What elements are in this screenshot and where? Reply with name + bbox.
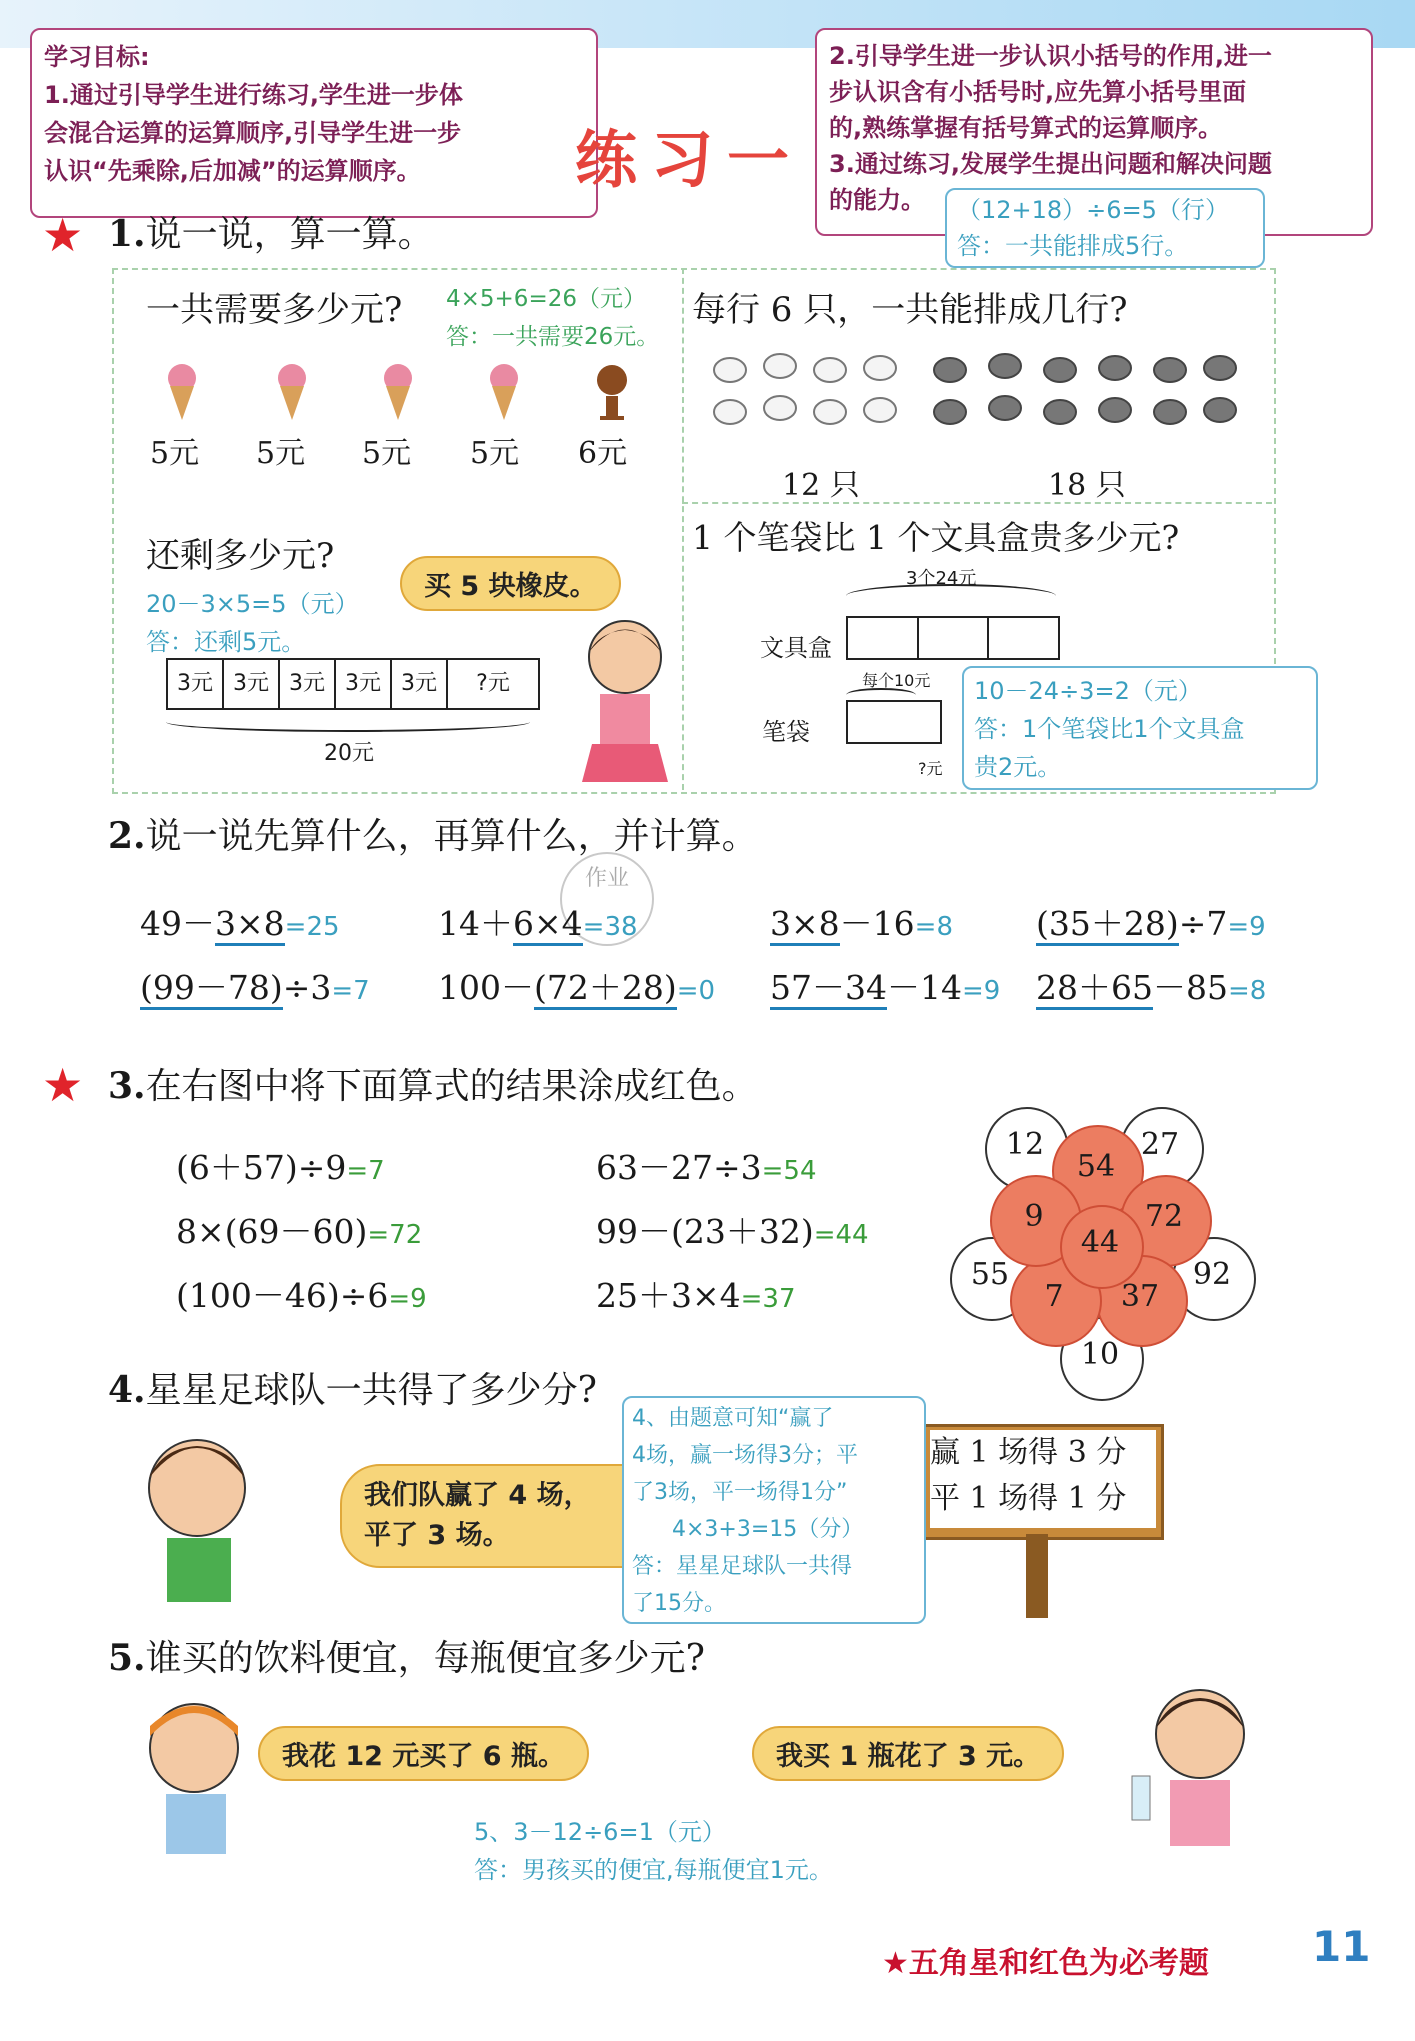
answer-line: 4场，赢一场得3分；平 — [632, 1443, 858, 1468]
answer-line: 4、由题意可知“赢了 — [632, 1406, 834, 1431]
expr-underlined-part: (35＋28) — [1036, 904, 1179, 946]
answer-line: 了15分。 — [632, 1591, 726, 1616]
expr-part: －14 — [886, 968, 962, 1007]
rabbits-group-icon — [920, 340, 1240, 444]
expr-answer: =7 — [346, 1156, 385, 1186]
expr-answer: =8 — [914, 912, 953, 942]
expr-answer: =8 — [1227, 976, 1267, 1006]
price-label: 5元 — [470, 436, 520, 471]
q2-expression — [438, 898, 638, 945]
expr-underlined-part: (99－78) — [140, 968, 283, 1010]
objectives-line: 的能力。 — [829, 186, 925, 214]
rabbits-group-icon — [700, 340, 910, 444]
expr-answer: =9 — [961, 976, 1001, 1006]
expr-part: 49－ — [140, 904, 215, 943]
expr-answer: =25 — [284, 912, 340, 942]
q2-heading — [108, 808, 758, 859]
rabbit-count-label: 18 只 — [1048, 468, 1126, 503]
pencil-box-label: 文具盒 — [760, 634, 832, 662]
objectives-line: 1.通过引导学生进行练习,学生进一步体 — [44, 81, 463, 109]
objectives-line: 步认识含有小括号时,应先算小括号里面 — [829, 78, 1247, 106]
money-cell: 3元 — [336, 660, 392, 708]
expr-answer: =7 — [331, 976, 370, 1006]
q4-answer-box — [622, 1396, 926, 1624]
star-icon: ★ — [42, 1058, 84, 1112]
speech-bubble-boy: 我花 12 元买了 6 瓶。 — [258, 1726, 589, 1781]
petal-number: 27 — [1140, 1127, 1180, 1162]
answer-line: 答：1个笔袋比1个文具盒 — [974, 715, 1245, 743]
rabbit-count-label: 12 只 — [782, 468, 860, 503]
answer-line: 4×3+3=15（分） — [672, 1517, 864, 1542]
q5-answer-line: 5、3－12÷6=1（元） — [474, 1818, 726, 1846]
q2-expression — [140, 898, 340, 945]
q4-text: 星星足球队一共得了多少分? — [145, 1370, 597, 1411]
juice-cup-icon — [590, 362, 634, 428]
expr-text: 25＋3×4 — [596, 1276, 741, 1315]
q1-p4-question: 1 个笔袋比 1 个文具盒贵多少元? — [692, 518, 1180, 557]
expr-underlined-part: 28＋65 — [1036, 968, 1153, 1010]
expr-text: (6＋57)÷9 — [176, 1148, 347, 1187]
expr-underlined-part: 3×8 — [770, 904, 840, 946]
q4-number: 4. — [108, 1369, 146, 1411]
q2-expression — [770, 962, 1000, 1009]
girl-cartoon-icon — [570, 612, 680, 796]
q3-expression — [596, 1142, 817, 1189]
q2-expression — [438, 962, 715, 1009]
diagram-top-label: 3个24元 — [906, 568, 977, 589]
q3-text: 在右图中将下面算式的结果涂成红色。 — [145, 1066, 758, 1107]
objectives-line: 认识“先乘除,后加减”的运算顺序。 — [44, 157, 421, 185]
q5-heading — [108, 1630, 705, 1681]
pencil-bag-label: 笔袋 — [762, 718, 810, 746]
boy-cartoon-icon — [122, 1428, 282, 1612]
answer-line: 10－24÷3=2（元） — [974, 677, 1202, 705]
q1-divider-horizontal — [682, 502, 1272, 504]
answer-line: 答：星星足球队一共得 — [632, 1554, 853, 1579]
petal-number: 92 — [1192, 1257, 1232, 1292]
petal-number: 37 — [1120, 1279, 1160, 1314]
q3-expression — [176, 1270, 427, 1317]
q3-expression — [596, 1206, 869, 1253]
money-cell: 3元 — [280, 660, 336, 708]
q1-number: 1. — [108, 213, 146, 255]
page-number: 11 — [1312, 1922, 1371, 1971]
objectives-line: 的,熟练掌握有括号算式的运算顺序。 — [829, 114, 1223, 142]
objectives-line: 3.通过练习,发展学生提出问题和解决问题 — [829, 150, 1272, 178]
expr-underlined-part: 3×8 — [215, 904, 285, 946]
q2-expression — [1036, 898, 1266, 945]
q1-p3-answer-line: 20－3×5=5（元） — [146, 590, 359, 618]
ice-cream-icon — [162, 362, 202, 426]
q5-answer-line: 答：男孩买的便宜,每瓶便宜1元。 — [474, 1856, 833, 1884]
q2-number: 2. — [108, 815, 146, 857]
q1-heading — [108, 206, 434, 257]
ice-cream-icon — [378, 362, 418, 426]
star-icon: ★ — [42, 208, 84, 262]
expr-answer: =9 — [1227, 912, 1266, 942]
q5-number: 5. — [108, 1637, 146, 1679]
q1-p3-answer-line: 答：还剩5元。 — [146, 628, 306, 656]
expr-part: 100－ — [438, 968, 534, 1007]
q1-p2-question: 每行 6 只，一共能排成几行? — [692, 290, 1128, 330]
q3-number: 3. — [108, 1065, 146, 1107]
expr-answer: =72 — [367, 1220, 423, 1250]
petal-number: 55 — [970, 1257, 1010, 1292]
q5-text: 谁买的饮料便宜，每瓶便宜多少元? — [145, 1638, 705, 1679]
expr-part: －16 — [839, 904, 915, 943]
petal-number: 10 — [1080, 1337, 1120, 1372]
q4-heading — [108, 1362, 597, 1413]
q3-expression — [176, 1142, 385, 1189]
total-brace — [166, 712, 530, 732]
petal-number: 72 — [1144, 1199, 1184, 1234]
price-label: 5元 — [256, 436, 306, 471]
number-flower — [960, 1120, 1240, 1370]
expr-part: 14＋ — [438, 904, 513, 943]
money-cell: 3元 — [224, 660, 280, 708]
bubble-line: 平了 3 场。 — [364, 1520, 510, 1551]
boy-with-drinks-icon — [132, 1690, 262, 1864]
q1-p3-question: 还剩多少元? — [146, 536, 335, 576]
q1-divider-vertical — [682, 268, 684, 790]
q1-p2-answer-box — [945, 188, 1265, 268]
expr-answer: =54 — [761, 1156, 817, 1186]
expr-answer: =9 — [388, 1284, 427, 1314]
q1-p4-answer-box — [962, 666, 1318, 790]
price-label: 5元 — [150, 436, 200, 471]
petal-number: 54 — [1076, 1149, 1116, 1184]
objectives-left-box — [30, 28, 598, 218]
expr-text: (100－46)÷6 — [176, 1276, 389, 1315]
sign-line: 平 1 场得 1 分 — [930, 1481, 1127, 1516]
answer-line: （12+18）÷6=5（行） — [957, 196, 1229, 224]
money-cell: 3元 — [168, 660, 224, 708]
sign-line: 赢 1 场得 3 分 — [930, 1435, 1127, 1470]
ice-cream-icon — [272, 362, 312, 426]
money-strip — [166, 658, 540, 710]
q1-text: 说一说，算一算。 — [145, 214, 434, 255]
answer-line: 贵2元。 — [974, 753, 1062, 781]
price-label: 5元 — [362, 436, 412, 471]
q1-p1-question: 一共需要多少元? — [146, 290, 403, 330]
girl-with-bottle-icon — [1120, 1676, 1270, 1860]
speech-bubble-girl: 我买 1 瓶花了 3 元。 — [752, 1726, 1064, 1781]
q3-expression — [596, 1270, 796, 1317]
unknown-label: ?元 — [918, 759, 943, 778]
q2-text: 说一说先算什么，再算什么，并计算。 — [145, 816, 758, 857]
q2-expression — [140, 962, 370, 1009]
expr-text: 99－(23＋32) — [596, 1212, 814, 1251]
footer-note: ★五角星和红色为必考题 — [882, 1946, 1209, 1981]
speech-bubble: 买 5 块橡皮。 — [400, 556, 621, 611]
expr-answer: =38 — [582, 912, 638, 942]
q1-p1-answer-line: 4×5+6=26（元） — [446, 286, 646, 312]
expr-part: ÷3 — [282, 968, 332, 1007]
expr-answer: =37 — [740, 1284, 796, 1314]
q3-heading — [108, 1058, 758, 1109]
answer-line: 了3场，平一场得1分” — [632, 1480, 848, 1505]
diagram-top-brace — [846, 584, 1056, 608]
money-cell: 3元 — [392, 660, 448, 708]
objectives-line: 会混合运算的运算顺序,引导学生进一步 — [44, 119, 462, 147]
pencil-bag-bar — [846, 700, 942, 744]
money-cell: ?元 — [448, 660, 540, 708]
q2-expression — [1036, 962, 1266, 1009]
petal-number: 7 — [1044, 1279, 1064, 1314]
expr-answer: =44 — [813, 1220, 869, 1250]
watermark-stamp: 作业 — [560, 852, 654, 946]
expr-answer: =0 — [676, 976, 716, 1006]
answer-line: 答：一共能排成5行。 — [957, 232, 1189, 260]
bubble-line: 我们队赢了 4 场， — [364, 1480, 591, 1511]
ice-cream-icon — [484, 362, 524, 426]
expr-part: －85 — [1152, 968, 1228, 1007]
petal-number: 9 — [1024, 1199, 1044, 1234]
pencil-box-bar — [846, 616, 1060, 660]
expr-underlined-part: 57－34 — [770, 968, 887, 1010]
expr-text: 8×(69－60) — [176, 1212, 368, 1251]
sign-board — [930, 1430, 1156, 1528]
objectives-heading: 学习目标: — [44, 43, 150, 71]
petal-number: 12 — [1005, 1127, 1045, 1162]
expr-underlined-part: (72＋28) — [534, 968, 677, 1010]
q3-expression — [176, 1206, 422, 1253]
page-title: 练习一 — [575, 123, 804, 196]
expr-part: ÷7 — [1178, 904, 1228, 943]
expr-text: 63－27÷3 — [596, 1148, 762, 1187]
petal-number: 44 — [1080, 1225, 1120, 1260]
each-label: 每个10元 — [862, 671, 931, 690]
price-label: 6元 — [578, 436, 628, 471]
total-label: 20元 — [324, 741, 374, 766]
expr-underlined-part: 6×4 — [513, 904, 583, 946]
sign-post — [1026, 1534, 1048, 1618]
objectives-line: 2.引导学生进一步认识小括号的作用,进一 — [829, 42, 1272, 70]
q2-expression — [770, 898, 953, 945]
q1-p1-answer-line: 答：一共需要26元。 — [446, 324, 660, 350]
